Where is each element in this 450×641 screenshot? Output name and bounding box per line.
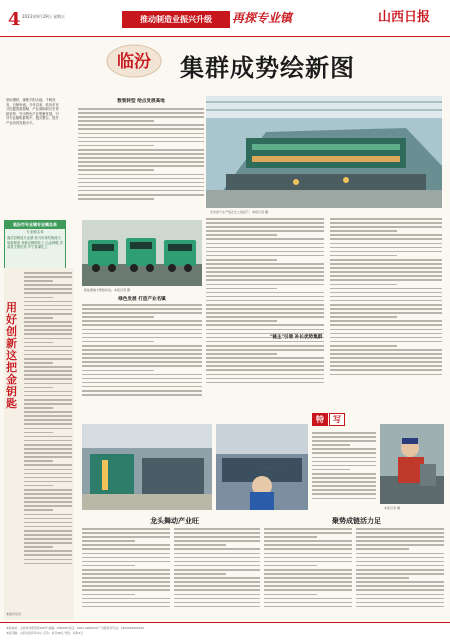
list-heading: 临汾市专业镇专业镇名单 (5, 221, 65, 229)
commentary-byline: 本报评论员 (6, 612, 22, 616)
commentary-text (24, 272, 72, 608)
feature-title-left: 龙头舞动产业旺 (150, 516, 199, 525)
column-banner-sub: 再探专业镇 (232, 11, 293, 25)
linfen-stamp-icon (106, 44, 162, 78)
article-column-2 (82, 304, 202, 408)
page-title: 集群成势绘新图 (180, 53, 355, 82)
intro-column (6, 98, 60, 216)
page-footer (0, 622, 450, 641)
section-heading-3: "链主"引领 补长优势集群 (270, 335, 323, 340)
list-items: 曲沃县铸造专业镇 侯马市现代物流与装备制造 尧都区精细化工 冶金铸锻 洪洞县生物医药 乡宁县煤化工 (7, 236, 63, 250)
footer-line-2: 本报印刷：山西日报印务中心 定价：每月48元 零售：每份2元 (6, 631, 84, 635)
trucks-photo (82, 220, 202, 286)
feature-column-3 (264, 528, 352, 620)
newspaper-logo: 山西日报 (378, 10, 431, 25)
commentary-title: 用好创新这把金钥匙 (6, 301, 17, 410)
footer-line-1: 本报地址：太原市双塔西街108号 邮编：030000 电话：0351-4282500 广告经营许可证：1400004000024 (6, 626, 144, 630)
special-tag-2: 写 (329, 413, 345, 426)
article-column-3 (206, 218, 324, 408)
article-column-4 (330, 218, 442, 408)
special-tag: 特 (312, 413, 328, 426)
workshop-photo (82, 424, 212, 510)
factory-photo (206, 96, 442, 208)
column-banner: 推动制造业振兴升级 (122, 11, 230, 28)
feature-title-right: 聚势成链活力足 (332, 516, 381, 525)
feature-column-1 (82, 528, 170, 620)
worker-photo-caption: 本报记者 摄 (384, 506, 400, 510)
feature-column-4 (356, 528, 444, 620)
intro-text: 坐标钢铁、煤焦平阳大地，千帆竞发、百舸争流。今年以来，临汾市充分挖掘资源禀赋，产业基础和历史传统优势，突出特色产业集聚发展，引导专业镇集群集中、链式整合，提升产业协同发展水平。 (6, 98, 59, 125)
list-subheading: 专业镇名单 (26, 230, 44, 234)
specialty-town-list (4, 220, 66, 270)
feature-byline: 本报记者 王磊 李美 (260, 466, 286, 470)
trucks-photo-caption: 新能源重卡整装待发。本报记者 摄 (84, 288, 130, 292)
factory-photo-caption: 全市首个生产线正式上线投产。本报记者 摄 (210, 210, 268, 214)
section-heading-2: 绿色发展 打造产业名镇 (118, 297, 166, 302)
issue-date: 2023年9月29日 星期五 (22, 14, 66, 19)
worker-photo (380, 424, 444, 504)
section-heading-1: 数智转型 给点发展高地 (117, 99, 165, 104)
feature-intro (312, 432, 376, 508)
stamp-text: 临汾 (117, 52, 151, 72)
page-number: 4 (8, 9, 21, 30)
feature-column-2 (174, 528, 260, 620)
